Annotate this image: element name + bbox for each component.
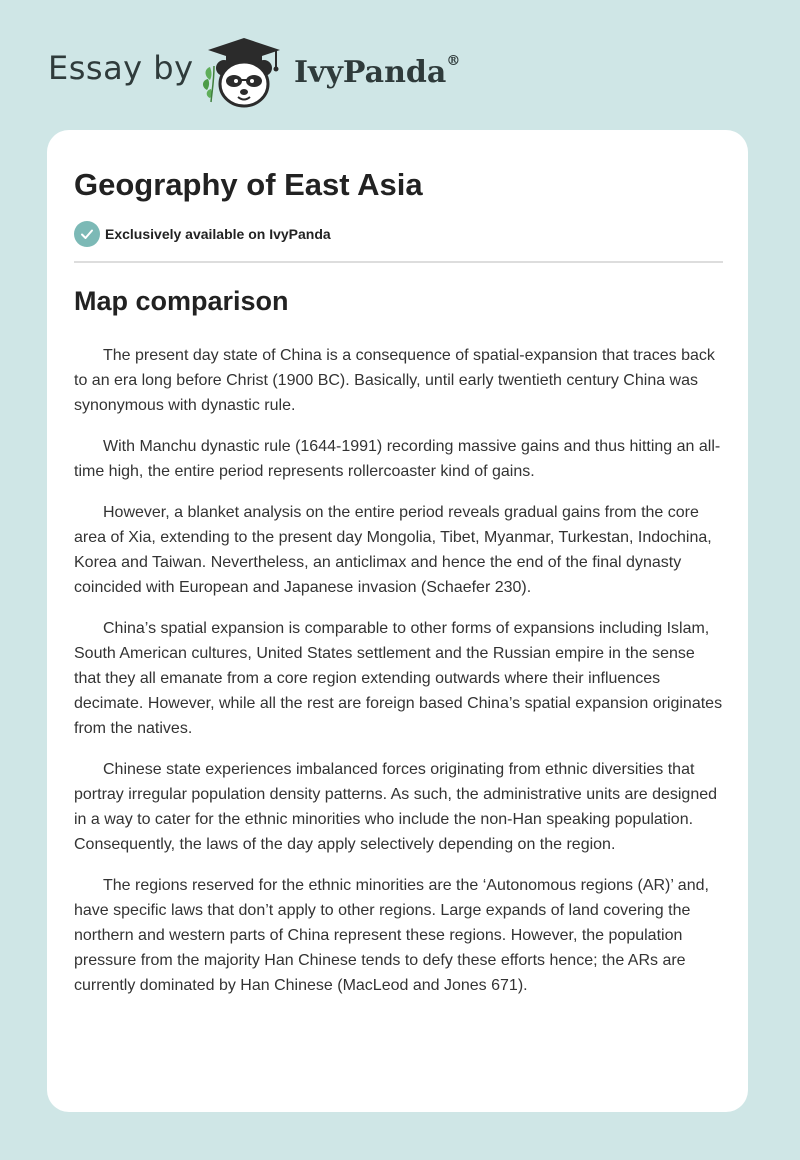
- paragraph: The present day state of China is a consequence of spatial-expansion that traces back to an era long before Christ (1900 BC). Basically, until early twentieth century China was synonymous with dynastic rule.: [74, 347, 715, 414]
- site-header: [0, 0, 800, 130]
- check-icon: [74, 221, 100, 247]
- article-body: [74, 343, 724, 1014]
- section-heading: Map comparison: [74, 286, 289, 316]
- brand-name: IvyPanda: [294, 55, 447, 90]
- essay-by-label: Essay by: [48, 49, 194, 87]
- paragraph: The regions reserved for the ethnic minorities are the ‘Autonomous regions (AR)’ and, have specific laws that don’t apply to other regions. Large expands of land covering the northern and western parts of China represent these regions. However, the population pressure from the majority Han Chinese tends to defy these efforts hence; the ARs are currently dominated by Han Chinese (MacLeod and Jones 671).: [74, 877, 709, 994]
- brand-logo-text[interactable]: [294, 55, 460, 90]
- exclusive-label: Exclusively available on IvyPanda: [105, 226, 331, 242]
- registered-mark: ®: [446, 53, 461, 69]
- article-title: Geography of East Asia: [74, 167, 423, 202]
- ivypanda-panda-icon[interactable]: [198, 36, 290, 110]
- exclusive-badge: [74, 221, 331, 247]
- divider: [74, 261, 723, 263]
- paragraph: With Manchu dynastic rule (1644-1991) recording massive gains and thus hitting an all-time high, the entire period represents rollercoaster kind of gains.: [74, 438, 721, 480]
- paragraph: However, a blanket analysis on the entire period reveals gradual gains from the core area of Xia, extending to the present day Mongolia, Tibet, Myanmar, Turkestan, Indochina, Korea and Taiwan. Nevertheless, an anticlimax and hence the end of the final dynasty coincided with European and Japanese invasion (Schaefer 230).: [74, 504, 712, 596]
- paragraph: China’s spatial expansion is comparable to other forms of expansions including Islam, South American cultures, United States settlement and the Russian empire in the sense that they all emanate from a core region extending outwards where their influences decimate. However, while all the rest are foreign based China’s spatial expansion originates from the natives.: [74, 620, 723, 737]
- article-card: [47, 130, 748, 1112]
- paragraph: Chinese state experiences imbalanced forces originating from ethnic diversities that portray irregular population density patterns. As such, the administrative units are designed in a way to cater for the ethnic minorities who include the non-Han speaking population. Consequently, the laws of the day apply selectively depending on the region.: [74, 761, 718, 853]
